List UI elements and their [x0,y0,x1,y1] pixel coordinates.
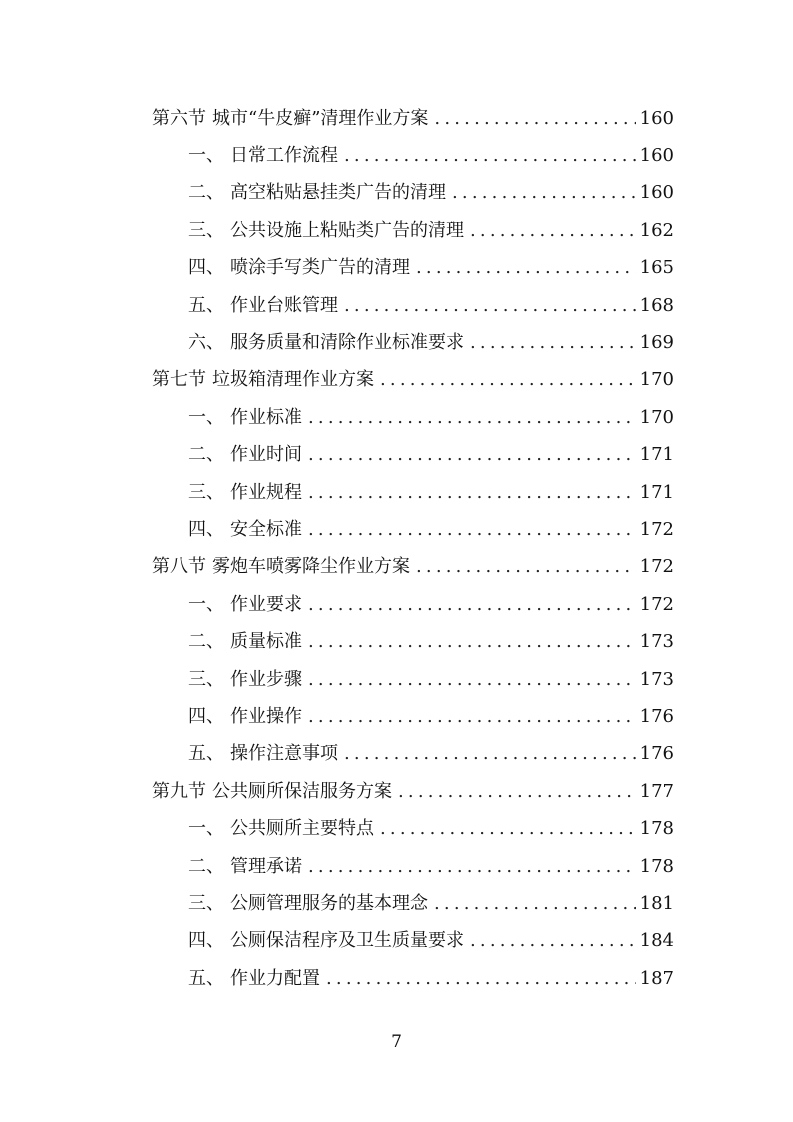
dot-leader [470,219,636,243]
toc-item-entry[interactable] [0,399,793,436]
toc-entry-title: 服务质量和清除作业标准要求 [230,332,464,354]
toc-section-entry[interactable] [0,773,793,810]
toc-entry-number: 三、 [188,892,224,914]
dot-leader [308,705,636,729]
toc-entry-title: 安全标准 [230,518,302,540]
toc-entry-title: 公厕保洁程序及卫生质量要求 [230,930,464,952]
toc-page-ref: 181 [639,892,674,914]
toc-item-entry[interactable] [0,250,793,287]
toc-page-ref: 171 [639,444,674,466]
toc-item-entry[interactable] [0,848,793,885]
toc-entry-title: 公共设施上粘贴类广告的清理 [230,219,464,241]
toc-page-ref: 160 [639,182,674,204]
dot-leader [344,742,636,766]
toc-entry-number: 五、 [188,967,224,989]
toc-page-ref: 173 [639,631,674,653]
toc-page-ref: 169 [639,332,674,354]
toc-page-ref: 170 [639,369,674,391]
toc-item-entry[interactable] [0,960,793,997]
toc-item-entry[interactable] [0,661,793,698]
toc-page-ref: 160 [639,145,674,167]
toc-page-ref: 184 [639,930,674,952]
dot-leader [452,181,636,205]
toc-entry-title: 日常工作流程 [230,145,338,167]
toc-entry-title: 作业力配置 [230,967,320,989]
toc-entry-number: 一、 [188,145,224,167]
dot-leader [308,593,636,617]
dot-leader [434,107,635,131]
toc-item-entry[interactable] [0,212,793,249]
toc-entry-number: 六、 [188,332,224,354]
toc-item-entry[interactable] [0,885,793,922]
dot-leader [398,780,636,804]
toc-item-entry[interactable] [0,324,793,361]
toc-entry-number: 一、 [188,406,224,428]
dot-leader [308,518,636,542]
toc-item-entry[interactable] [0,923,793,960]
toc-section-entry[interactable] [0,100,793,137]
dot-leader [344,144,636,168]
toc-page-ref: 160 [639,107,674,129]
toc-item-entry[interactable] [0,287,793,324]
toc-entry-number: 二、 [188,182,224,204]
toc-entry-title: 作业时间 [230,444,302,466]
toc-entry-title: 喷涂手写类广告的清理 [230,257,410,279]
toc-item-entry[interactable] [0,698,793,735]
toc-entry-number: 四、 [188,930,224,952]
toc-entry-title: 城市“牛皮癣”清理作业方案 [212,107,429,129]
toc-entry-title: 操作注意事项 [230,743,338,765]
toc-entry-number: 四、 [188,705,224,727]
table-of-contents [0,100,793,997]
toc-page-ref: 178 [639,855,674,877]
toc-entry-number: 四、 [188,257,224,279]
dot-leader [416,555,636,579]
toc-item-entry[interactable] [0,736,793,773]
toc-entry-number: 五、 [188,743,224,765]
toc-page-ref: 165 [639,257,674,279]
dot-leader [470,331,636,355]
toc-entry-number: 第六节 [152,107,206,129]
toc-entry-title: 管理承诺 [230,855,302,877]
toc-entry-number: 四、 [188,518,224,540]
dot-leader [308,481,636,505]
toc-entry-title: 公共厕所主要特点 [230,818,374,840]
dot-leader [344,294,636,318]
toc-entry-title: 作业规程 [230,481,302,503]
toc-entry-title: 公厕管理服务的基本理念 [230,892,428,914]
toc-page-ref: 162 [639,219,674,241]
toc-entry-title: 作业步骤 [230,668,302,690]
toc-entry-number: 三、 [188,481,224,503]
toc-item-entry[interactable] [0,137,793,174]
dot-leader [380,368,636,392]
toc-page-ref: 170 [639,406,674,428]
toc-item-entry[interactable] [0,437,793,474]
toc-entry-number: 二、 [188,444,224,466]
toc-item-entry[interactable] [0,810,793,847]
toc-page-ref: 178 [639,818,674,840]
toc-entry-title: 质量标准 [230,631,302,653]
page-number: 7 [391,1032,402,1052]
dot-leader [416,256,636,280]
toc-entry-title: 作业操作 [230,705,302,727]
toc-page-ref: 172 [639,556,674,578]
toc-item-entry[interactable] [0,623,793,660]
dot-leader [380,817,636,841]
toc-entry-number: 第七节 [152,369,206,391]
dot-leader [326,967,636,991]
toc-entry-title: 垃圾箱清理作业方案 [212,369,374,391]
toc-item-entry[interactable] [0,175,793,212]
toc-page-ref: 168 [639,294,674,316]
dot-leader [308,630,636,654]
toc-page-ref: 171 [639,481,674,503]
toc-page-ref: 172 [639,593,674,615]
toc-entry-number: 第九节 [152,780,206,802]
toc-page-ref: 172 [639,518,674,540]
toc-entry-title: 雾炮车喷雾降尘作业方案 [212,556,410,578]
toc-entry-number: 五、 [188,294,224,316]
toc-item-entry[interactable] [0,586,793,623]
toc-entry-title: 作业标准 [230,406,302,428]
toc-entry-number: 第八节 [152,556,206,578]
toc-entry-number: 三、 [188,668,224,690]
toc-page-ref: 173 [639,668,674,690]
toc-section-entry[interactable] [0,362,793,399]
toc-entry-number: 二、 [188,855,224,877]
toc-entry-title: 作业要求 [230,593,302,615]
toc-item-entry[interactable] [0,474,793,511]
toc-entry-title: 高空粘贴悬挂类广告的清理 [230,182,446,204]
toc-item-entry[interactable] [0,511,793,548]
dot-leader [308,443,636,467]
toc-entry-number: 二、 [188,631,224,653]
dot-leader [470,929,636,953]
toc-page-ref: 176 [639,705,674,727]
toc-entry-number: 一、 [188,593,224,615]
dot-leader [308,668,636,692]
toc-entry-title: 作业台账管理 [230,294,338,316]
toc-page-ref: 176 [639,743,674,765]
toc-entry-number: 三、 [188,219,224,241]
toc-entry-number: 一、 [188,818,224,840]
toc-page-ref: 177 [639,780,674,802]
toc-entry-title: 公共厕所保洁服务方案 [212,780,392,802]
dot-leader [308,406,636,430]
toc-page-ref: 187 [639,967,674,989]
dot-leader [434,892,636,916]
toc-section-entry[interactable] [0,549,793,586]
dot-leader [308,855,636,879]
